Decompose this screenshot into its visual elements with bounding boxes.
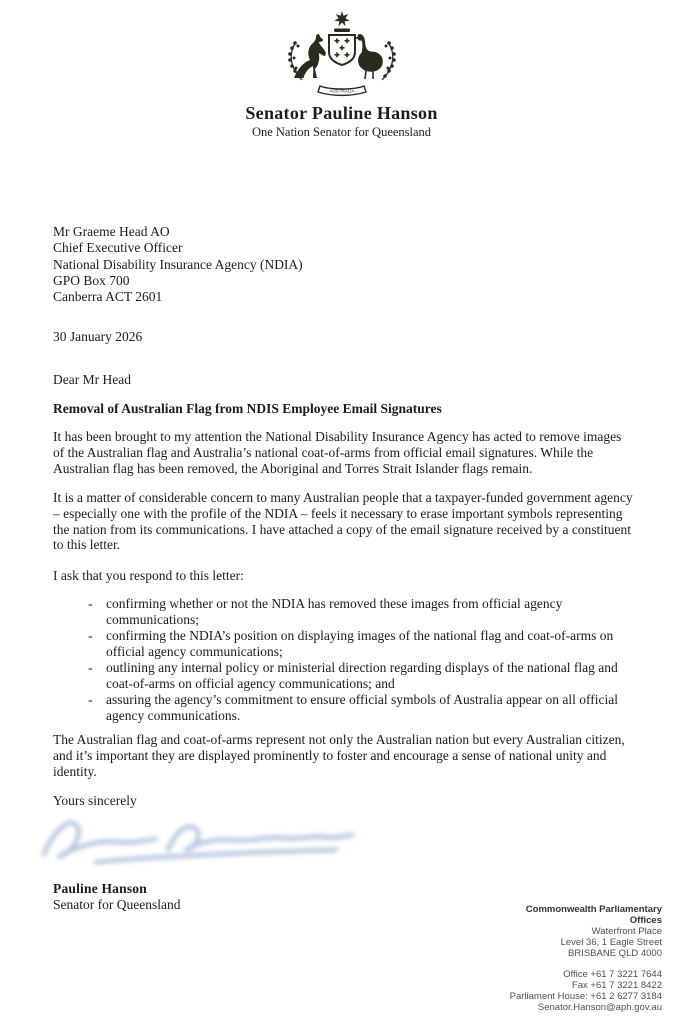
footer-email: Senator.Hanson@aph.gov.au [537,1002,662,1013]
request-list [53,596,633,724]
recipient-address [53,224,633,305]
footer-address-line: Level 36, 1 Eagle Street [560,937,662,948]
list-marker: - [88,596,93,611]
list-item-text: confirming the NDIA’s position on displaying images of the national flag and coat-of-arms on official agency communications; [106,628,614,659]
list-marker: - [88,692,93,707]
letterhead [0,10,683,140]
list-item-text: outlining any internal policy or ministerial direction regarding displays of the national flag and coat-of-arms on official agency communications; and [106,660,618,691]
recipient-name: Mr Graeme Head AO [53,224,170,239]
footer-contact-block [452,904,662,1013]
list-item [53,628,633,660]
list-item [53,660,633,692]
subject-line: Removal of Australian Flag from NDIS Employee Email Signatures [53,401,442,416]
paragraph-3: I ask that you respond to this letter: [53,568,244,583]
letter-date: 30 January 2026 [53,329,143,344]
footer-office-phone: Office +61 7 3221 7644 [563,969,662,980]
list-item [53,596,633,628]
signer-title: Senator for Queensland [53,897,181,912]
signer-name: Pauline Hanson [53,881,147,896]
paragraph-2: It is a matter of considerable concern to many Australian people that a taxpayer-funded government agency – especially one with the profile of the NDIA – feels it necessary to erase important symbols representing the nation from its communications. I have attached a copy of the email signature received by a constituent to this letter. [53,490,633,553]
sender-subtitle: One Nation Senator for Queensland [251,125,432,139]
valediction: Yours sincerely [53,793,137,808]
recipient-org: National Disability Insurance Agency (NDIA) [53,256,303,272]
footer-spacer [452,959,662,969]
footer-parliament-phone: Parliament House: +61 2 6277 3184 [509,991,662,1002]
paragraph-4: The Australian flag and coat-of-arms represent not only the Australian nation but every Australian citizen, and it’s important they are displayed prominently to foster and encourage a sense of national unity and identity. [53,732,625,779]
list-marker: - [88,660,93,675]
coat-of-arms-banner-text: AUSTRALIA [328,88,355,94]
list-item-text: confirming whether or not the NDIA has removed these images from official agency communications; [106,596,563,627]
paragraph-1: It has been brought to my attention the National Disability Insurance Agency has acted to remove images of the Australian flag and Australia’s national coat-of-arms from official email signatures. While the Australian flag has been removed, the Aboriginal and Torres Strait Islander flags remain. [53,429,622,476]
footer-fax: Fax +61 7 3221 8422 [571,980,662,991]
footer-office-name: Commonwealth Parliamentary Offices [525,904,662,926]
footer-address-line: BRISBANE QLD 4000 [568,948,662,959]
salutation: Dear Mr Head [53,372,131,387]
recipient-city: Canberra ACT 2601 [53,289,163,305]
recipient-po-box: GPO Box 700 [53,272,130,288]
list-item-text: assuring the agency’s commitment to ensure official symbols of Australia appear on all official agency communications. [106,692,618,723]
signature-scribble [36,802,386,885]
list-marker: - [88,628,93,643]
list-item [53,692,633,724]
signature-icon [36,802,386,880]
recipient-title: Chief Executive Officer [53,240,183,256]
sender-name: Senator Pauline Hanson [245,103,438,123]
footer-address-line: Waterfront Place [591,926,662,937]
australian-coat-of-arms-icon [281,10,403,102]
